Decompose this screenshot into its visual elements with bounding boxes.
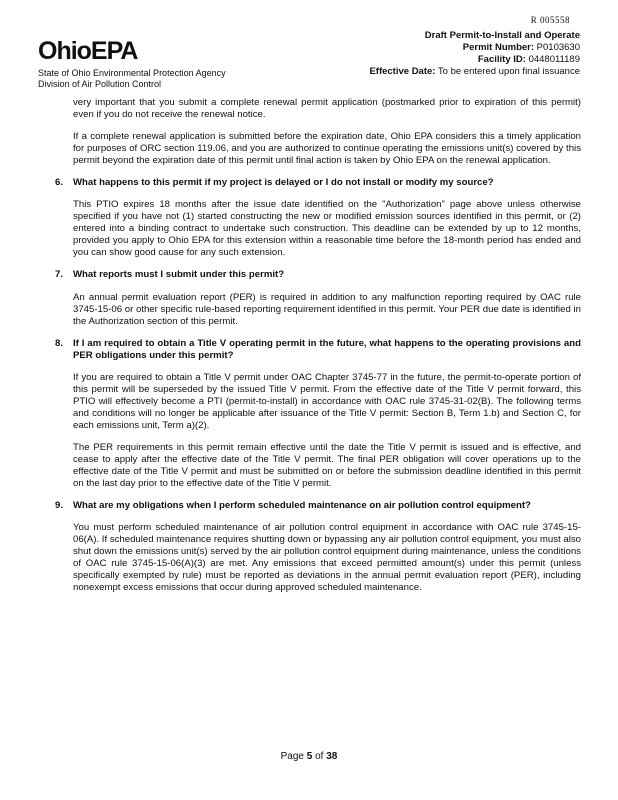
section-paragraph: You must perform scheduled maintenance of air pollution control equipment in accordance with OAC rule 3745-15-06(A). If scheduled maintenance requires shutting down or bypassing any air pollution control equipment, you must also shut down the emissions unit(s) served by the air pollution control equipment during maintenance, unless the conditions of OAC rule 3745-15-06(A)(3) are met. Any emissions that exceed permitted amount(s) under this permit (unless specifically exempted by rule) must be reported as deviations in the annual permit evaluation report (PER), including nonexempt excess emissions that occur during approved scheduled maintenance. <box>73 522 581 593</box>
section-paragraph: If you are required to obtain a Title V permit under OAC Chapter 3745-77 in the future, the permit-to-operate portion of this permit will be superseded by the issued Title V permit. From the effective date of the Title V permit forward, this PTIO will effectively become a PTI (permit-to-install) in accordance with OAC rule 3745-31-02(B). The following terms and conditions will no longer be applicable after issuance of the Title V permit: Section B, Term 1.b) and Section C, for each emissions unit, Term a)(2). <box>73 372 581 432</box>
bates-stamp: R 005558 <box>530 15 570 25</box>
effective-date-label: Effective Date: <box>369 66 436 77</box>
effective-date-value: To be entered upon final issuance <box>437 66 580 77</box>
facility-id-value: 0448011189 <box>528 54 580 65</box>
permit-number-row <box>369 42 580 54</box>
ohio-epa-logo: OhioEPA <box>38 37 138 65</box>
section-paragraph: The PER requirements in this permit remain effective until the date the Title V permit is issued and is effective, and cease to apply after the effective date of the Title V permit. The final PER obligation will cover operations up to the effective date of the Title V permit and must be submitted on or before the submission deadline identified in this permit on the last day prior to the effective date of the Title V permit. <box>73 441 581 489</box>
section-question: What are my obligations when I perform scheduled maintenance on air pollution control equipment? <box>73 499 531 511</box>
section-heading <box>55 499 581 512</box>
section-9 <box>55 499 581 594</box>
section-heading <box>55 337 581 362</box>
section-6 <box>55 176 581 259</box>
document-body <box>55 97 581 604</box>
section-question: What reports must I submit under this permit? <box>73 268 285 280</box>
facility-id-label: Facility ID: <box>477 54 526 65</box>
section-question: What happens to this permit if my project is delayed or I do not install or modify my source? <box>73 176 494 188</box>
renewal-timely-paragraph: If a complete renewal application is submitted before the expiration date, Ohio EPA considers this a timely application for purposes of ORC section 119.06, and you are authorized to continue operating the emissions unit(s) covered by this permit beyond the expiration date of this permit until final action is taken by Ohio EPA on the renewal application. <box>73 130 581 166</box>
section-question: If I am required to obtain a Title V operating permit in the future, what happens to the operating provisions and PER obligations under this permit? <box>73 337 581 361</box>
page-of: of <box>315 751 324 762</box>
page-current: 5 <box>306 751 313 762</box>
section-heading <box>55 268 581 281</box>
section-number: 9. <box>55 499 64 511</box>
document-title: Draft Permit-to-Install and Operate <box>424 30 580 41</box>
agency-name: State of Ohio Environmental Protection Agency <box>38 68 226 78</box>
section-heading <box>55 176 581 189</box>
division-name: Division of Air Pollution Control <box>38 79 162 89</box>
effective-date-row <box>369 66 580 78</box>
section-8 <box>55 337 581 490</box>
page-label: Page <box>280 751 304 762</box>
permit-number-value: P0103630 <box>536 42 580 53</box>
renewal-continued-paragraph: very important that you submit a complete renewal permit application (postmarked prior to expiration of this permit) even if you do not receive the renewal notice. <box>73 97 581 120</box>
agency-block <box>38 68 226 90</box>
section-number: 8. <box>55 337 64 349</box>
section-number: 7. <box>55 268 64 280</box>
section-7 <box>55 268 581 328</box>
page-total: 38 <box>326 751 338 762</box>
permit-number-label: Permit Number: <box>462 42 535 53</box>
permit-header <box>369 30 580 78</box>
section-number: 6. <box>55 176 64 188</box>
section-paragraph: This PTIO expires 18 months after the issue date identified on the "Authorization" page above unless otherwise specified if you have not (1) started constructing the new or modified emission sources identified in this permit, or (2) entered into a binding contract to undertake such construction. This deadline can be extended by up to 12 months, provided you apply to Ohio EPA for this extension within a reasonable time before the 18-month period has ended and you can show good cause for any such extension. <box>73 199 581 259</box>
page-footer <box>0 751 618 762</box>
facility-id-row <box>369 54 580 66</box>
section-paragraph: An annual permit evaluation report (PER) is required in addition to any malfunction reporting required by OAC rule 3745-15-06 or other specific rule-based reporting requirement identified in this permit. Your PER due date is identified in the Authorization section of this permit. <box>73 291 581 327</box>
